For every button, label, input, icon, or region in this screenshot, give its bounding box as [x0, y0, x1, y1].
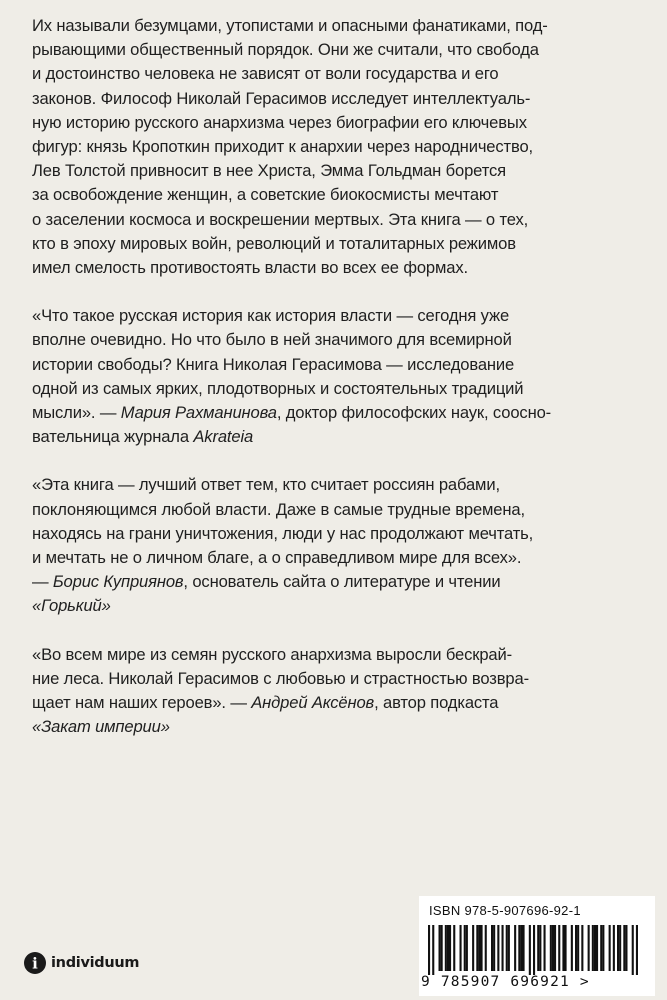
barcode-bar — [554, 925, 556, 971]
isbn-label: ISBN 978-5-907696-92-1 — [429, 903, 581, 918]
publisher-logo — [24, 952, 139, 974]
barcode-bar — [491, 925, 493, 971]
isbn-barcode — [419, 896, 655, 996]
quote-attribution-line — [32, 691, 644, 715]
quote-line: ние леса. Николай Герасимов с любовью и страстностью возвра- — [32, 668, 529, 688]
barcode-bar — [544, 925, 546, 971]
description-line: за освобождение женщин, а советские биокосмисты мечтают — [32, 185, 499, 205]
barcode-bars — [428, 925, 642, 975]
barcode-bar — [575, 925, 577, 971]
blurb-quote-2 — [32, 473, 644, 618]
barcode-bar — [514, 925, 516, 971]
barcode-bar — [432, 925, 434, 975]
barcode-bar — [476, 925, 478, 971]
barcode-bar — [460, 925, 462, 971]
barcode-bar — [428, 925, 430, 975]
quote-author: Андрей Аксёнов — [251, 693, 375, 713]
individuum-logo-icon — [24, 952, 46, 974]
barcode-bar — [552, 925, 554, 971]
barcode-bar — [478, 925, 480, 971]
barcode-bar — [518, 925, 520, 971]
barcode-bar — [588, 925, 590, 971]
barcode-bar — [592, 925, 594, 971]
quote-line: «Что такое русская история как история власти — сегодня уже — [32, 306, 510, 326]
barcode-bar — [562, 925, 564, 971]
barcode-bar — [453, 925, 455, 971]
quote-attribution-line — [32, 425, 644, 449]
barcode-bar — [447, 925, 449, 971]
barcode-bar — [449, 925, 451, 971]
quote-outlet: «Горький» — [32, 596, 111, 616]
barcode-bar — [539, 925, 541, 971]
barcode-bar — [493, 925, 495, 971]
barcode-bar — [558, 925, 560, 971]
quote-line: и мечтать не о личном благе, а о справедливом мире для всех». — [32, 548, 522, 568]
barcode-bar — [577, 925, 579, 971]
barcode-bar — [600, 925, 602, 971]
quote-line: истории свободы? Книга Николая Герасимова — исследование — [32, 354, 515, 374]
quote-author: Борис Куприянов — [52, 572, 184, 592]
barcode-bar — [497, 925, 499, 971]
barcode-bar — [581, 925, 583, 971]
barcode-bar — [523, 925, 525, 971]
quote-line: находясь на грани уничтожения, люди у нас продолжают мечтать, — [32, 523, 534, 543]
quote-line: одной из самых ярких, плодотворных и состоятельных традиций — [32, 378, 524, 398]
quote-line: «Во всем мире из семян русского анархизма выросли бескрай- — [32, 644, 512, 664]
quote-attribution-line — [32, 594, 644, 618]
barcode-bar — [520, 925, 522, 971]
description-line: Лев Толстой привносит в нее Христа, Эмма Гольдман борется — [32, 161, 506, 181]
barcode-bar — [565, 925, 567, 971]
barcode-bar — [506, 925, 508, 971]
publisher-name: individuum — [51, 955, 140, 971]
quote-line: поклоняющимся любой власти. Даже в самые трудные времена, — [32, 499, 525, 519]
description-line: рывающими общественный порядок. Они же считали, что свобода — [32, 40, 539, 60]
barcode-bar — [625, 925, 627, 971]
quote-line: вполне очевидно. Но что было в ней значимого для всемирной — [32, 330, 512, 350]
quote-outlet: «Закат империи» — [32, 717, 170, 737]
barcode-bar — [602, 925, 604, 971]
barcode-bar — [623, 925, 625, 971]
svg-text:i: i — [32, 954, 38, 973]
barcode-bar — [609, 925, 611, 971]
barcode-bar — [466, 925, 468, 971]
barcode-bar — [596, 925, 598, 971]
barcode-bar — [439, 925, 441, 971]
quote-author-role: , основатель сайта о литературе и чтении — [183, 572, 501, 592]
barcode-bar — [619, 925, 621, 971]
barcode-bar — [441, 925, 443, 971]
barcode-bar — [636, 925, 638, 975]
barcode-bar — [533, 925, 535, 975]
quote-author: Мария Рахманинова — [120, 403, 277, 423]
barcode-bar — [571, 925, 573, 971]
quote-author-role: , автор подкаста — [374, 693, 499, 713]
quote-dash: — — [32, 572, 53, 592]
quote-author-role: , доктор философских наук, соосно- — [276, 403, 552, 423]
barcode-bar — [508, 925, 510, 971]
barcode-digits: 9 785907 696921 > — [421, 974, 590, 990]
barcode-bar — [537, 925, 539, 971]
quote-attribution-line — [32, 570, 644, 594]
book-description — [32, 14, 644, 280]
description-line: и достоинство человека не зависят от воли государства и его — [32, 64, 499, 84]
quote-outlet: Akrateia — [193, 427, 254, 447]
description-line: Их называли безумцами, утопистами и опасными фанатиками, под- — [32, 16, 548, 35]
barcode-bar — [502, 925, 504, 971]
description-line: о заселении космоса и воскрешении мертвых. Эта книга — о тех, — [32, 209, 529, 229]
barcode-bar — [464, 925, 466, 971]
barcode-bar — [550, 925, 552, 971]
barcode-bar — [529, 925, 531, 975]
quote-line: «Эта книга — лучший ответ тем, кто считает россиян рабами, — [32, 475, 500, 495]
barcode-bar — [485, 925, 487, 971]
barcode-bar — [613, 925, 615, 971]
description-line: законов. Философ Николай Герасимов исследует интеллектуаль- — [32, 88, 531, 108]
description-line: имел смелость противостоять власти во всех ее формах. — [32, 258, 468, 278]
barcode-bar — [594, 925, 596, 971]
quote-attribution-line — [32, 715, 644, 739]
barcode-bar — [481, 925, 483, 971]
quote-tail: щает нам наших героев». — — [32, 693, 252, 713]
description-line: кто в эпоху мировых войн, революций и тоталитарных режимов — [32, 233, 516, 253]
barcode-bar — [632, 925, 634, 975]
description-line: ную историю русского анархизма через биографии его ключевых — [32, 112, 527, 132]
barcode-bar — [472, 925, 474, 971]
quote-author-role-cont: вательница журнала — [32, 427, 194, 447]
quote-tail: мысли». — — [32, 403, 121, 423]
barcode-bar — [617, 925, 619, 971]
description-line: фигур: князь Кропоткин приходит к анархии через народничество, — [32, 137, 534, 157]
barcode-bar — [445, 925, 447, 971]
blurb-quote-3 — [32, 643, 644, 740]
quote-attribution-line — [32, 401, 644, 425]
cover-text — [32, 14, 644, 763]
blurb-quote-1 — [32, 304, 644, 449]
